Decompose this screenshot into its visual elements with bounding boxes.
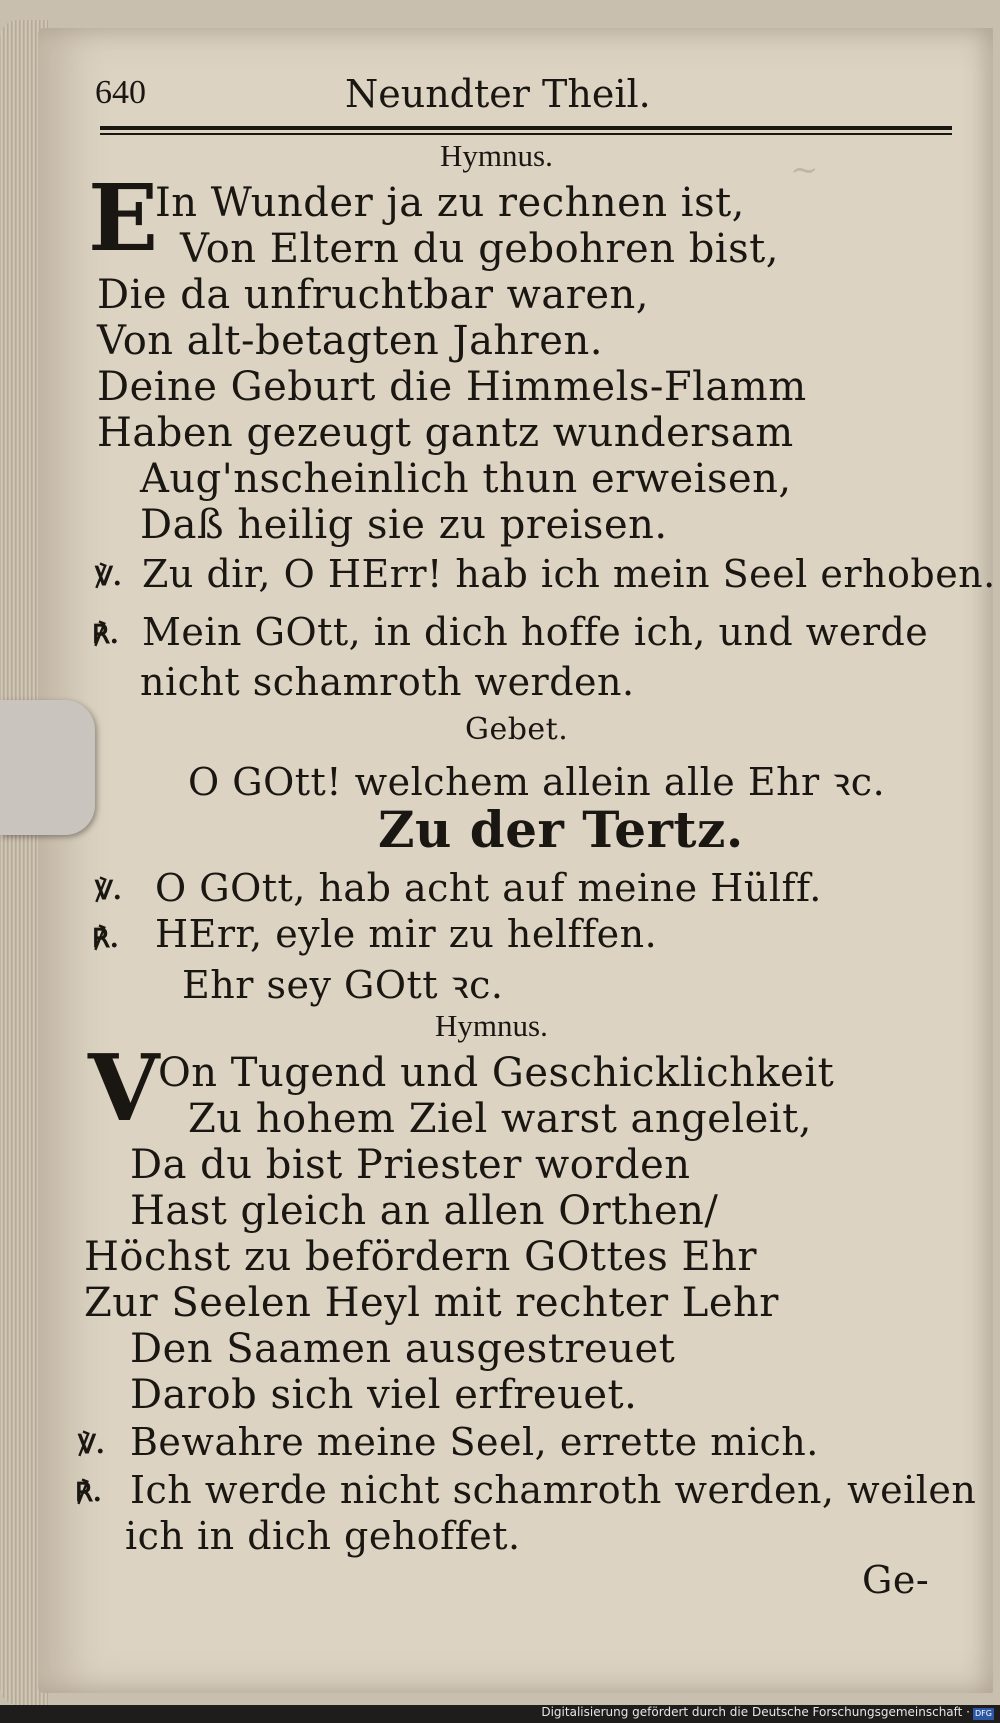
response-symbol: ℟. [92,924,119,954]
response-text: Ich werde nicht schamroth werden, weilen [130,1468,977,1512]
prayer-heading: Gebet. [465,712,569,747]
hymn-title: Hymnus. [435,1008,548,1043]
verse-line: Daß heilig sie zu preisen. [140,502,668,548]
drop-cap: E [88,164,159,272]
page-number: 640 [95,74,146,111]
versicle-text: Zu dir, O HErr! hab ich mein Seel erhoben. [142,552,996,596]
verse-line: Zur Seelen Heyl mit rechter Lehr [84,1280,779,1326]
page-header [95,72,955,122]
versicle-symbol: ℣. [78,1430,105,1460]
running-title: Neundter Theil. [345,72,651,116]
footer-bar [0,1705,1000,1723]
verse-line: On Tugend und Geschicklichkeit [158,1050,835,1096]
verse-line: Da du bist Priester worden [130,1142,691,1188]
response-text: ich in dich gehoffet. [125,1514,521,1558]
verse-line: Haben gezeugt gantz wundersam [97,410,794,456]
clasp-strap [0,700,95,835]
header-rule [100,126,952,130]
versicle-symbol: ℣. [95,562,122,592]
verse-line: In Wunder ja zu rechnen ist, [155,180,745,226]
verse-line: Höchst zu befördern GOttes Ehr [84,1234,758,1280]
verse-line: Die da unfruchtbar waren, [97,272,650,318]
versicle-text: O GOtt, hab acht auf meine Hülff. [155,866,822,910]
verse-line: Aug'nscheinlich thun erweisen, [140,456,792,502]
section-heading: Zu der Tertz. [378,800,744,859]
verse-line: Hast gleich an allen Orthen/ [130,1188,719,1234]
response-symbol: ℟. [75,1478,102,1508]
verse-line: Von alt-betagten Jahren. [97,318,603,364]
bleed-through: ~ [790,150,819,190]
drop-cap: V [88,1034,160,1142]
prayer-text: O GOtt! welchem allein alle Ehr ꝛc. [188,760,886,804]
verse-line: Den Saamen ausgestreuet [130,1326,676,1372]
response-text: HErr, eyle mir zu helffen. [155,912,658,956]
verse-line: Von Eltern du gebohren bist, [180,226,779,272]
verse-line: Darob sich viel erfreuet. [130,1372,638,1418]
header-rule-thin [100,133,952,135]
response-symbol: ℟. [92,620,119,650]
footer-credit: Digitalisierung gefördert durch die Deutsche Forschungsgemeinschaft · [541,1705,970,1719]
response-text: nicht schamroth werden. [140,660,635,704]
verse-line: Deine Geburt die Himmels-Flamm [97,364,807,410]
catchword: Ge- [862,1558,930,1602]
hymn-title: Hymnus. [440,138,553,173]
verse-line: Zu hohem Ziel warst angeleit, [188,1096,812,1142]
dfg-logo-icon: DFG [973,1708,994,1720]
versicle-symbol: ℣. [95,876,122,906]
response-text: Mein GOtt, in dich hoffe ich, und werde [142,610,929,654]
versicle-text: Bewahre meine Seel, errette mich. [130,1420,819,1464]
gloria-text: Ehr sey GOtt ꝛc. [182,963,504,1007]
